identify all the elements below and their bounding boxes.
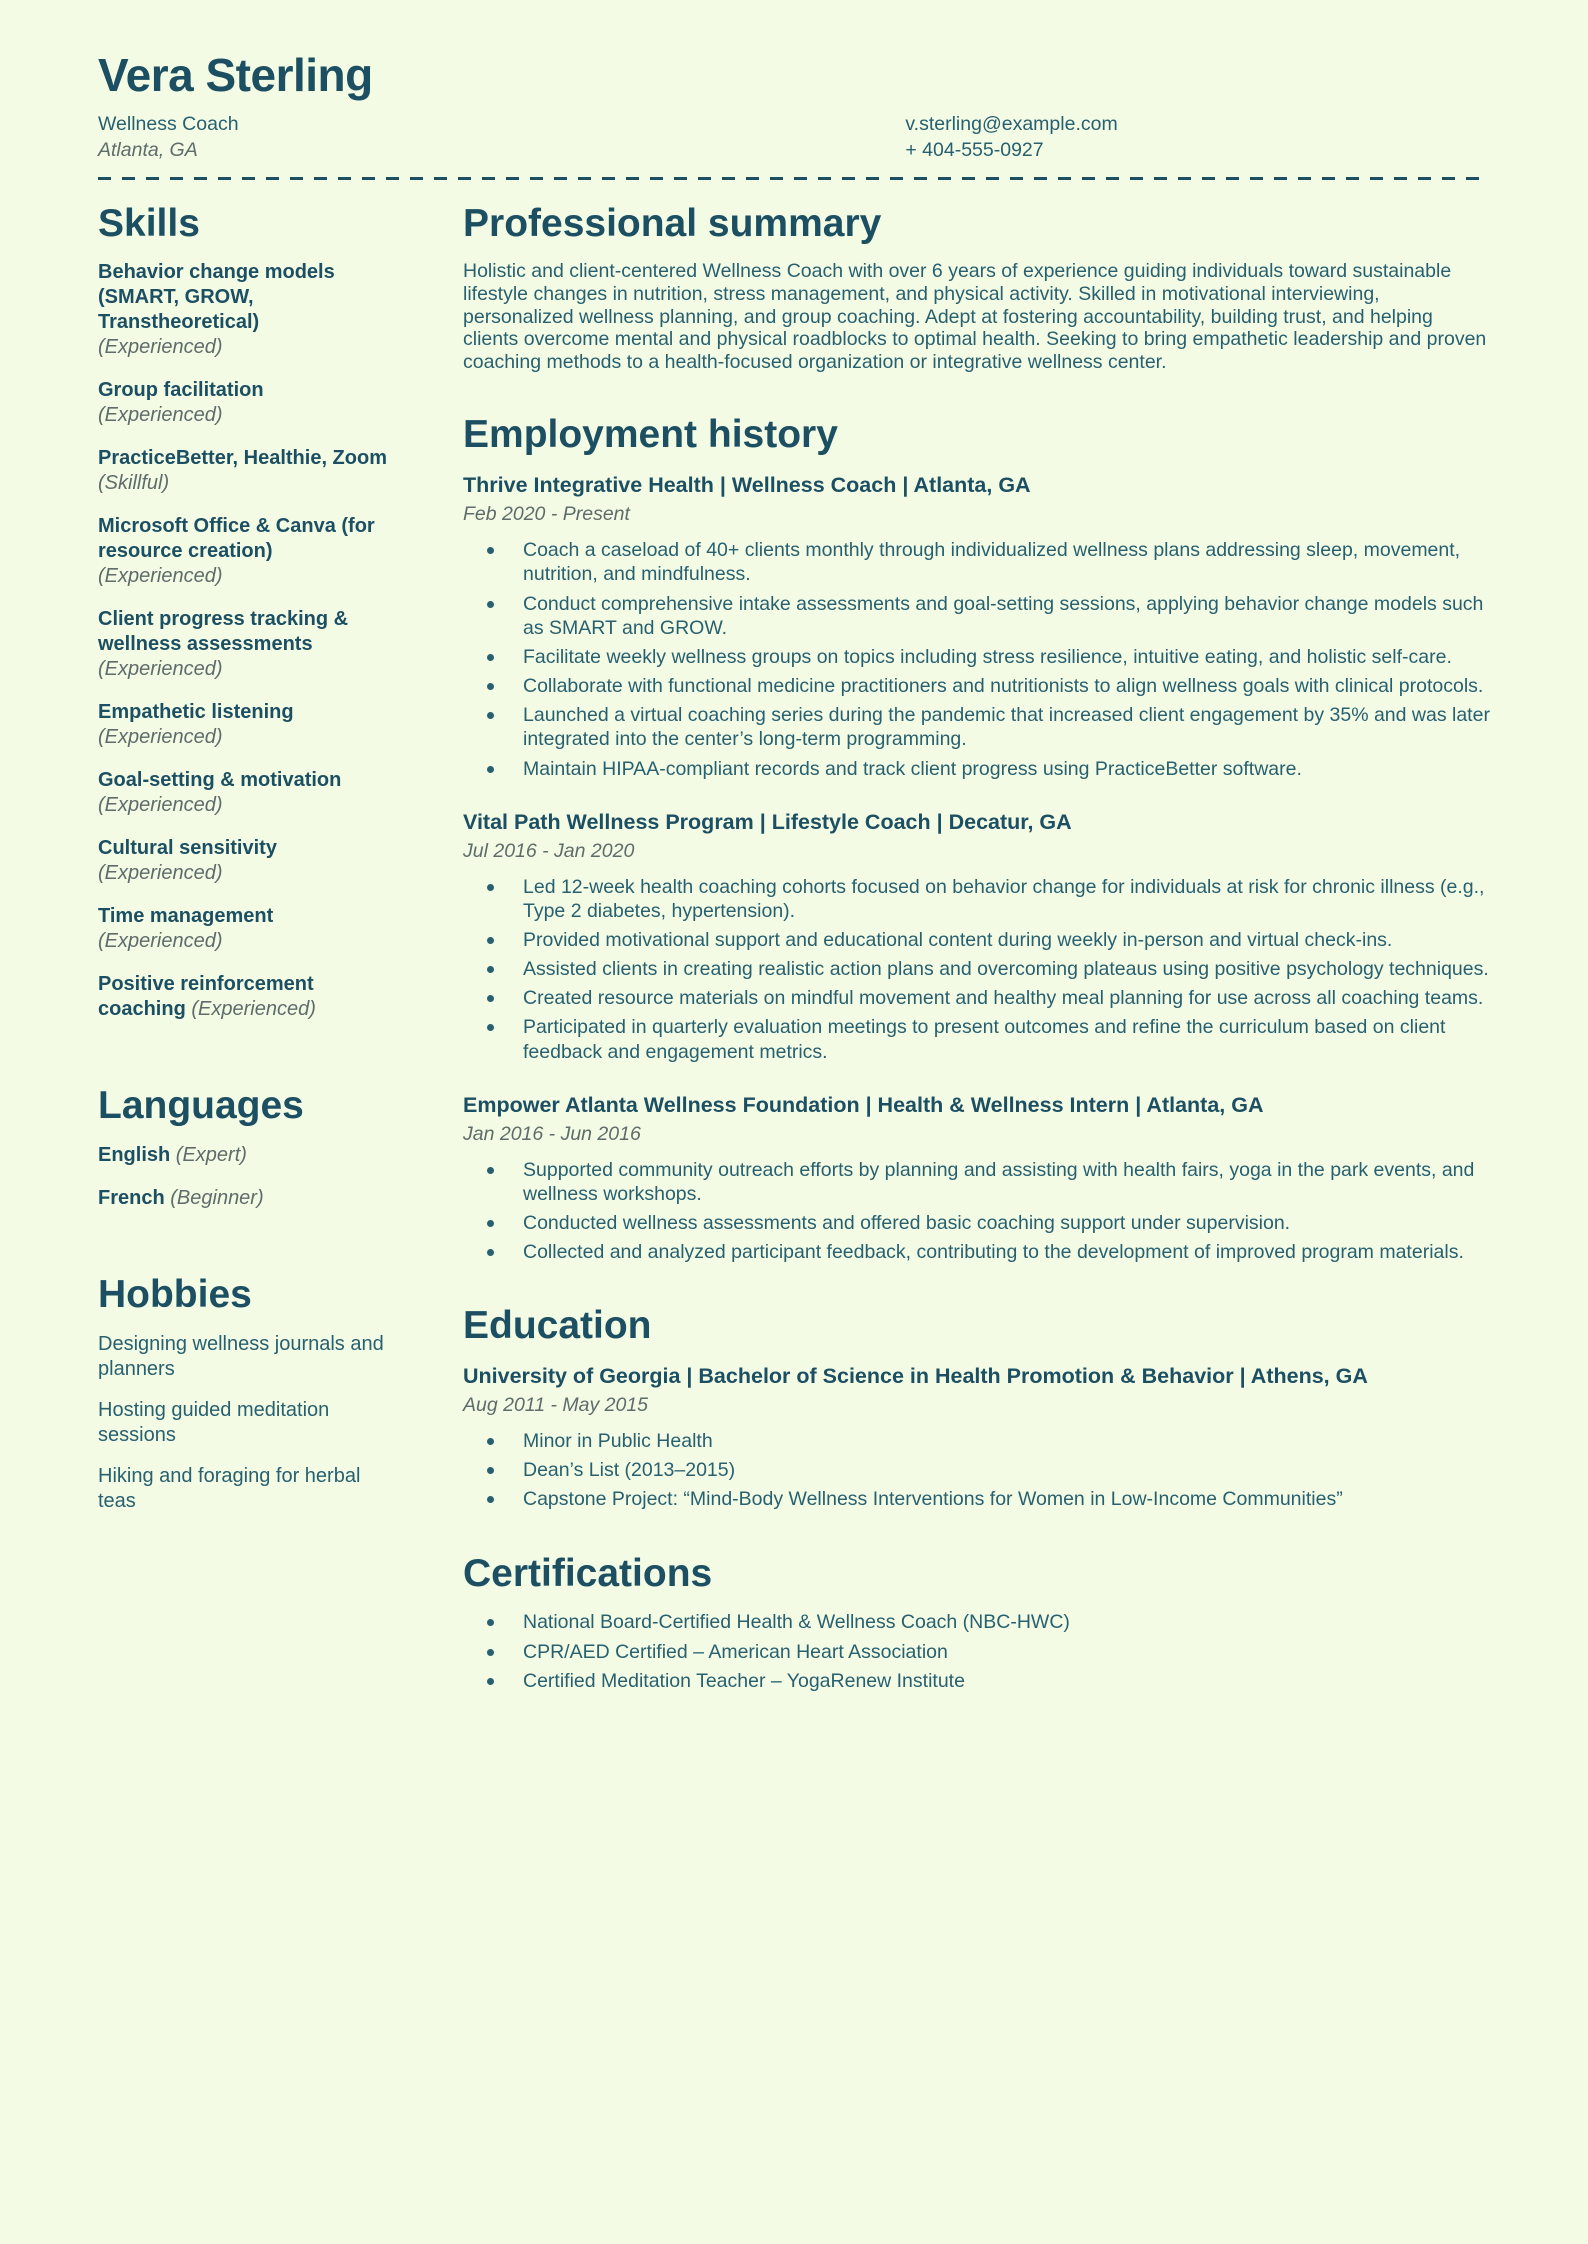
bullet-item: Supported community outreach efforts by planning and assisting with health fairs, yoga in the park events, and wellness workshops. xyxy=(463,1158,1490,1206)
skill-name: Empathetic listening xyxy=(98,701,294,724)
bullet-item: Facilitate weekly wellness groups on topics including stress resilience, intuitive eating, and holistic self-care. xyxy=(463,645,1490,669)
entry-dates: Jan 2016 - Jun 2016 xyxy=(463,1122,641,1145)
bullet-item: Conduct comprehensive intake assessments and goal-setting sessions, applying behavior change models such as SMART and GROW. xyxy=(463,592,1490,640)
bullet-item: Conducted wellness assessments and offered basic coaching support under supervision. xyxy=(463,1211,1490,1235)
skill-level: (Experienced) xyxy=(191,998,316,1021)
person-phone: + 404-555-0927 xyxy=(905,138,1044,161)
hobby-item: Hosting guided meditation sessions xyxy=(98,1399,330,1447)
summary-text: Holistic and client-centered Wellness Coach with over 6 years of experience guiding individuals toward sustainable lifestyle changes in nutrition, stress management, and physical activity. Skilled in motivational interviewing, personalized wellness planning, and group coaching. Adept at fostering accountability, building trust, and helping clients overcome mental and physical roadblocks to optimal health. Seeking to bring empathetic leadership and proven coaching methods to a health-focused organization or integrative wellness center. xyxy=(463,260,1487,373)
entry-heading: University of Georgia | Bachelor of Science in Health Promotion & Behavior | Athens, GA xyxy=(463,1364,1368,1389)
languages-title: Languages xyxy=(98,1084,304,1128)
hobbies-section xyxy=(98,1273,403,1514)
skill-name: PracticeBetter, Healthie, Zoom xyxy=(98,447,387,470)
skill-item xyxy=(98,700,403,750)
header xyxy=(98,50,1490,180)
education-section xyxy=(463,1304,1490,1511)
language-item xyxy=(98,1186,403,1211)
skill-name: Time management xyxy=(98,905,274,928)
skill-level: (Experienced) xyxy=(98,862,223,885)
skill-name: Goal-setting & motivation xyxy=(98,769,342,792)
certifications-section xyxy=(463,1552,1490,1693)
history-entry xyxy=(463,809,1490,1064)
language-item xyxy=(98,1143,403,1168)
summary-section xyxy=(463,202,1490,374)
skill-level: (Experienced) xyxy=(98,336,223,359)
entry-dates: Feb 2020 - Present xyxy=(463,503,630,526)
history-entry xyxy=(463,472,1490,780)
certifications-list xyxy=(463,1610,1490,1693)
skill-name: Cultural sensitivity xyxy=(98,837,277,860)
skill-level: (Experienced) xyxy=(98,726,223,749)
skill-level: (Experienced) xyxy=(98,930,223,953)
person-location: Atlanta, GA xyxy=(98,138,198,161)
bullet-item: Capstone Project: “Mind-Body Wellness Interventions for Women in Low-Income Communities” xyxy=(463,1487,1490,1511)
bullet-item: Assisted clients in creating realistic action plans and overcoming plateaus using positive psychology techniques. xyxy=(463,957,1490,981)
entry-bullets xyxy=(463,1429,1490,1512)
bullet-item: Collected and analyzed participant feedback, contributing to the development of improved program materials. xyxy=(463,1240,1490,1264)
main-column xyxy=(463,202,1490,1698)
skill-item xyxy=(98,972,403,1022)
skill-level: (Experienced) xyxy=(98,565,223,588)
bullet-item: Launched a virtual coaching series during the pandemic that increased client engagement by 35% and was later integrated into the center’s long-term programming. xyxy=(463,703,1490,751)
language-name: English xyxy=(98,1144,171,1167)
skill-item xyxy=(98,260,403,360)
skill-level: (Experienced) xyxy=(98,404,223,427)
skill-name: Group facilitation xyxy=(98,379,264,402)
skills-section xyxy=(98,202,403,1023)
skills-list xyxy=(98,260,403,1022)
entry-bullets xyxy=(463,538,1490,781)
entry-dates: Aug 2011 - May 2015 xyxy=(463,1394,649,1417)
contact-info xyxy=(98,111,1490,163)
hobbies-list xyxy=(98,1332,403,1514)
language-level: (Expert) xyxy=(175,1144,247,1167)
skills-title: Skills xyxy=(98,201,200,245)
skill-item xyxy=(98,378,403,428)
bullet-item: National Board-Certified Health & Wellness Coach (NBC-HWC) xyxy=(463,1610,1490,1634)
bullet-item: Minor in Public Health xyxy=(463,1429,1490,1453)
education-title: Education xyxy=(463,1304,652,1348)
bullet-item: Created resource materials on mindful movement and healthy meal planning for use across all coaching teams. xyxy=(463,986,1490,1010)
bullet-item: Participated in quarterly evaluation meetings to present outcomes and refine the curriculum based on client feedback and engagement metrics. xyxy=(463,1015,1490,1063)
employment-title: Employment history xyxy=(463,413,838,457)
skill-name: Client progress tracking & wellness assessments xyxy=(98,608,349,656)
skill-level: (Experienced) xyxy=(98,794,223,817)
skill-item xyxy=(98,836,403,886)
skill-item xyxy=(98,514,403,589)
person-name: Vera Sterling xyxy=(98,49,373,101)
entry-heading: Vital Path Wellness Program | Lifestyle Coach | Decatur, GA xyxy=(463,809,1072,834)
skill-item xyxy=(98,446,403,496)
skill-name: Behavior change models (SMART, GROW, Transtheoretical) xyxy=(98,261,335,334)
bullet-item: CPR/AED Certified – American Heart Association xyxy=(463,1640,1490,1664)
hobby-item: Designing wellness journals and planners xyxy=(98,1333,384,1381)
skill-level: (Skillful) xyxy=(98,472,170,495)
jobs-list xyxy=(463,472,1490,1264)
hobbies-title: Hobbies xyxy=(98,1273,252,1317)
bullet-item: Coach a caseload of 40+ clients monthly through individualized wellness plans addressing sleep, movement, nutrition, and mindfulness. xyxy=(463,538,1490,586)
languages-list xyxy=(98,1143,403,1211)
education-list xyxy=(463,1363,1490,1511)
certifications-title: Certifications xyxy=(463,1551,713,1595)
entry-dates: Jul 2016 - Jan 2020 xyxy=(463,839,635,862)
bullet-item: Dean’s List (2013–2015) xyxy=(463,1458,1490,1482)
bullet-item: Maintain HIPAA-compliant records and track client progress using PracticeBetter software. xyxy=(463,757,1490,781)
skill-name: Microsoft Office & Canva (for resource creation) xyxy=(98,515,375,563)
entry-bullets xyxy=(463,1158,1490,1265)
entry-bullets xyxy=(463,875,1490,1064)
entry-heading: Empower Atlanta Wellness Foundation | Health & Wellness Intern | Atlanta, GA xyxy=(463,1092,1264,1117)
skill-name: Positive reinforcement coaching xyxy=(98,973,314,1021)
hobby-item: Hiking and foraging for herbal teas xyxy=(98,1465,361,1513)
history-entry xyxy=(463,1363,1490,1511)
person-email: v.sterling@example.com xyxy=(905,112,1118,135)
bullet-item: Led 12-week health coaching cohorts focused on behavior change for individuals at risk for chronic illness (e.g., Type 2 diabetes, hypertension). xyxy=(463,875,1490,923)
skill-item xyxy=(98,904,403,954)
employment-section xyxy=(463,413,1490,1264)
language-level: (Beginner) xyxy=(170,1187,264,1210)
dashed-divider xyxy=(98,177,1490,180)
languages-section xyxy=(98,1084,403,1211)
bullet-item: Certified Meditation Teacher – YogaRenew Institute xyxy=(463,1669,1490,1693)
language-name: French xyxy=(98,1187,165,1210)
skill-level: (Experienced) xyxy=(98,658,223,681)
content-columns xyxy=(98,202,1490,1698)
skill-item xyxy=(98,768,403,818)
history-entry xyxy=(463,1092,1490,1265)
summary-title: Professional summary xyxy=(463,201,882,245)
bullet-item: Provided motivational support and educational content during weekly in-person and virtual check-ins. xyxy=(463,928,1490,952)
entry-heading: Thrive Integrative Health | Wellness Coach | Atlanta, GA xyxy=(463,473,1031,498)
sidebar xyxy=(98,202,403,1698)
skill-item xyxy=(98,607,403,682)
bullet-item: Collaborate with functional medicine practitioners and nutritionists to align wellness goals with clinical protocols. xyxy=(463,674,1490,698)
person-job-title: Wellness Coach xyxy=(98,112,239,135)
